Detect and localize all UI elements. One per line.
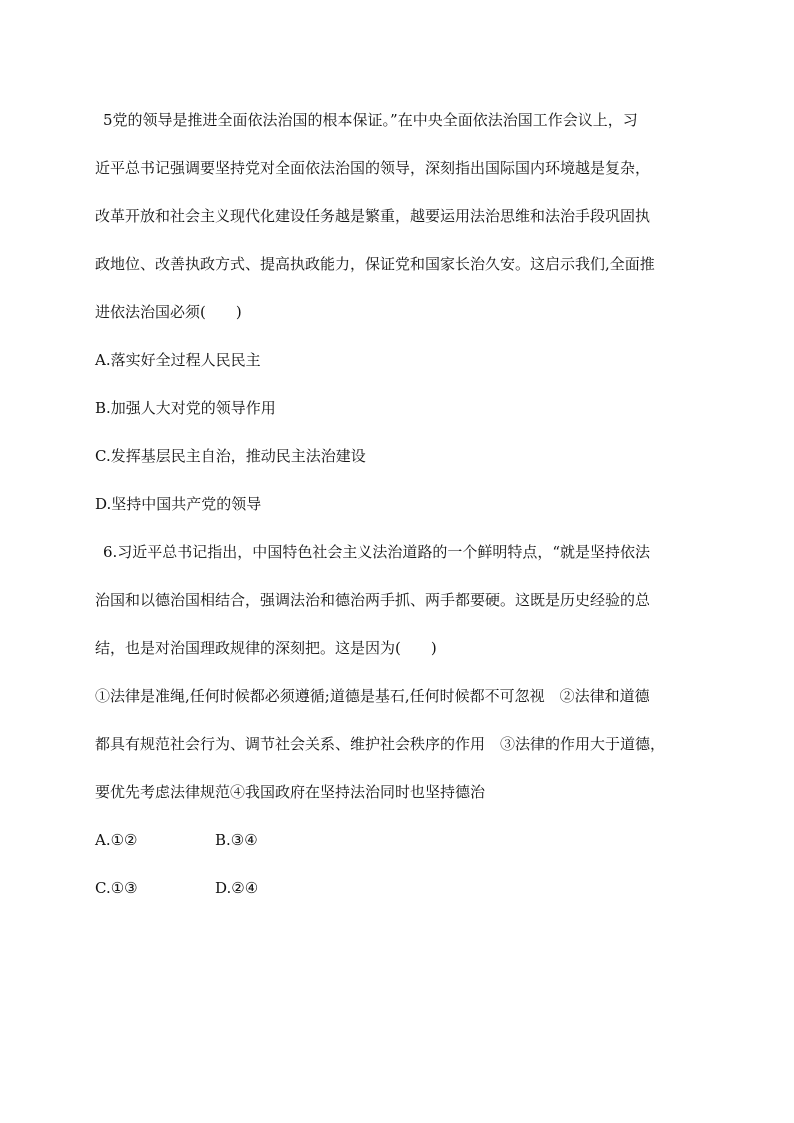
question-6-stem-line-3: 结，也是对治国理政规律的深刻把。这是因为( ) (95, 639, 437, 657)
question-5 (95, 106, 707, 538)
question-6-option-d: D.②④ (215, 879, 259, 897)
question-5-stem-line-1: 5党的领导是推进全面依法治国的根本保证。”在中央全面依法治国工作会议上，习 (103, 111, 638, 129)
question-5-option-c: C.发挥基层民主自治，推动民主法治建设 (95, 447, 366, 465)
question-6-stem-line-1: 6.习近平总书记指出，中国特色社会主义法治道路的一个鲜明特点，“就是坚持依法 (103, 543, 650, 561)
question-6-options-row-1 (95, 826, 707, 874)
question-6-options-row-2 (95, 874, 707, 922)
question-6-option-c: C.①③ (95, 879, 138, 897)
question-6-statement-line-2: 都具有规范社会行为、调节社会关系、维护社会秩序的作用 ③法律的作用大于道德， (95, 735, 666, 753)
question-6 (95, 538, 707, 922)
question-5-stem-line-4: 政地位、改善执政方式、提高执政能力，保证党和国家长治久安。这启示我们,全面推 (95, 255, 655, 273)
question-5-option-a: A.落实好全过程人民民主 (95, 351, 261, 369)
question-5-option-b: B.加强人大对党的领导作用 (95, 399, 276, 417)
question-5-stem-line-5: 进依法治国必须( ) (95, 303, 242, 321)
question-6-stem-line-2: 治国和以德治国相结合，强调法治和德治两手抓、两手都要硬。这既是历史经验的总 (95, 591, 651, 609)
question-6-option-a: A.①② (95, 831, 138, 849)
question-5-stem-line-2: 近平总书记强调要坚持党对全面依法治国的领导，深刻指出国际国内环境越是复杂， (95, 159, 651, 177)
question-5-option-d: D.坚持中国共产党的领导 (95, 495, 262, 513)
document-page (95, 106, 707, 922)
question-5-stem-line-3: 改革开放和社会主义现代化建设任务越是繁重，越要运用法治思维和法治手段巩固执 (95, 207, 651, 225)
question-6-statement-line-1: ①法律是准绳,任何时候都必须遵循;道德是基石,任何时候都不可忽视 ②法律和道德 (95, 687, 650, 705)
question-6-statement-line-3: 要优先考虑法律规范④我国政府在坚持法治同时也坚持德治 (95, 783, 486, 801)
question-6-option-b: B.③④ (215, 831, 258, 849)
